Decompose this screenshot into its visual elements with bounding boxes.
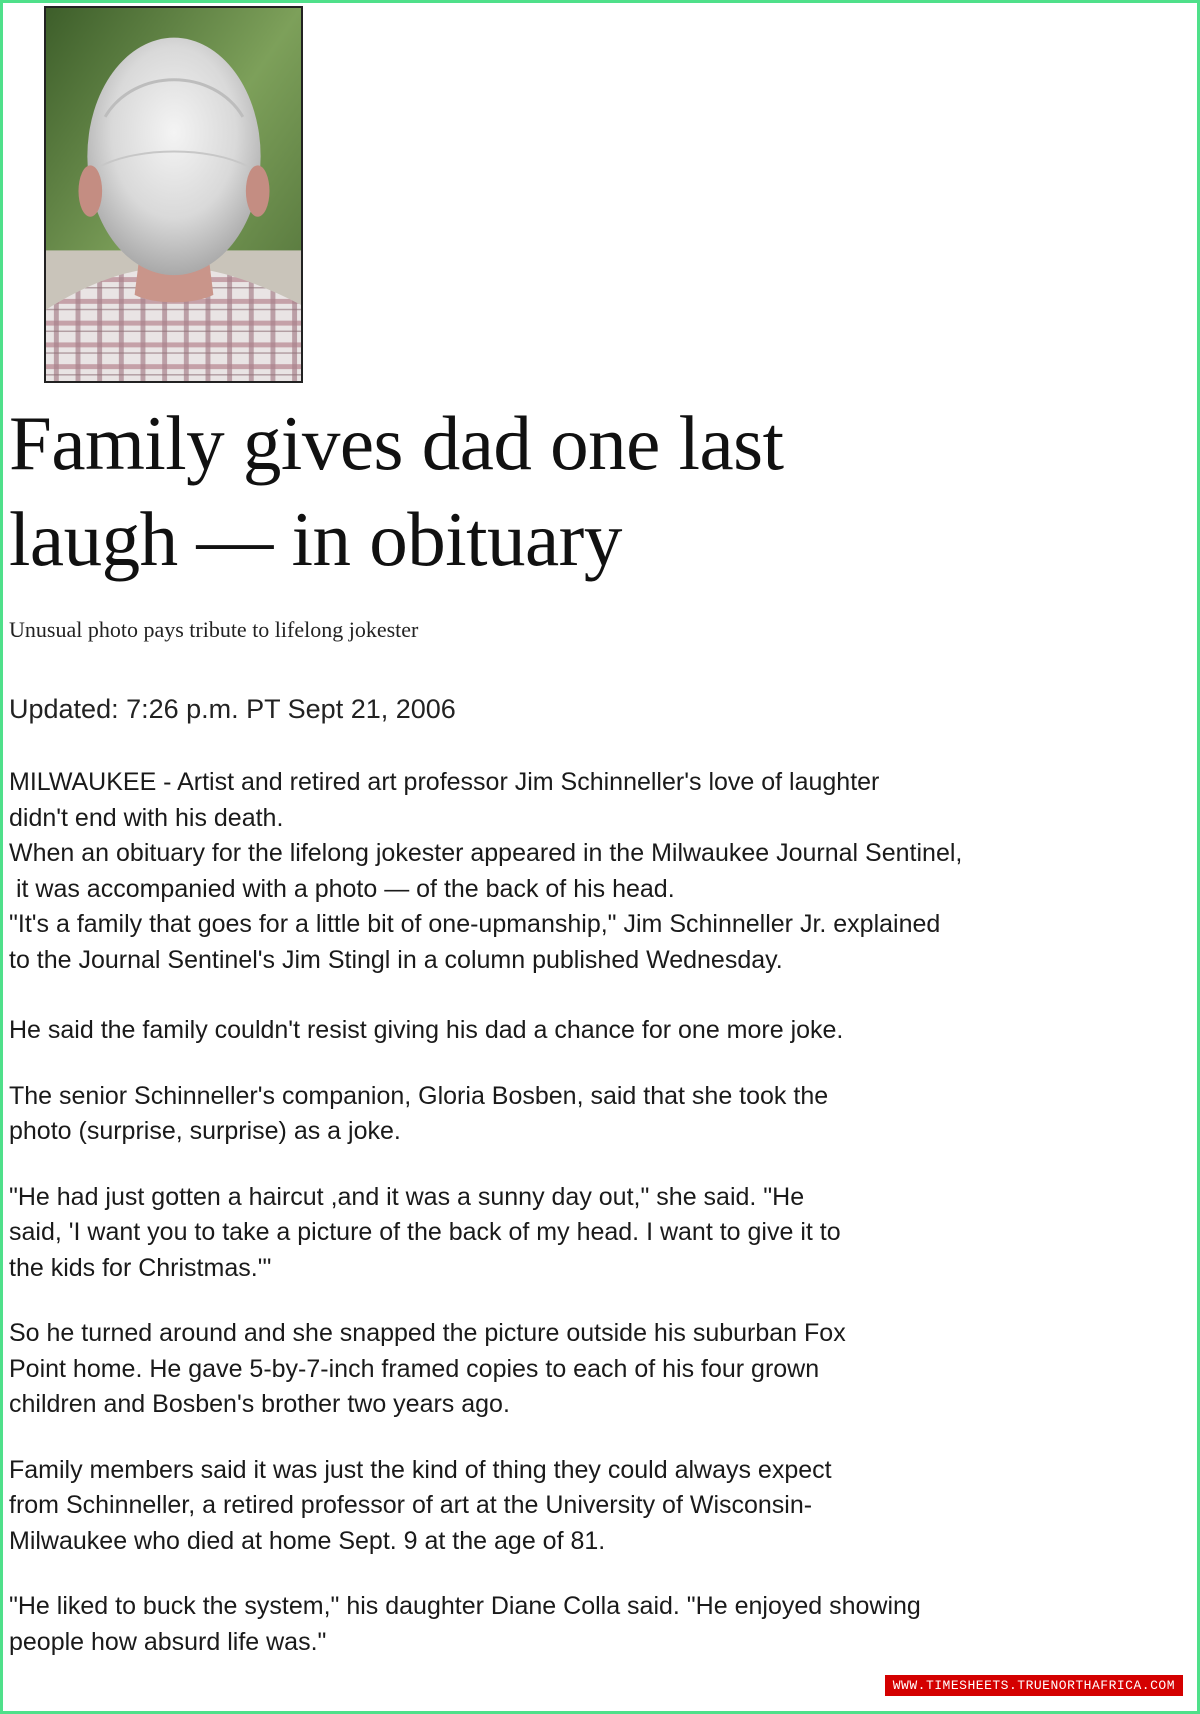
watermark-link[interactable]: WWW.TIMESHEETS.TRUENORTHAFRICA.COM bbox=[885, 1675, 1183, 1696]
body-line: Point home. He gave 5-by-7-inch framed copies to each of his four grown bbox=[9, 1354, 820, 1383]
body-line: said, 'I want you to take a picture of the back of my head. I want to give it to bbox=[9, 1218, 841, 1246]
body-line: MILWAUKEE - Artist and retired art professor Jim Schinneller's love of laughter bbox=[9, 768, 880, 796]
body-line: didn't end with his death. bbox=[9, 803, 284, 832]
body-line: children and Bosben's brother two years ago. bbox=[9, 1390, 510, 1418]
body-line: "He had just gotten a haircut ,and it was a sunny day out," she said. "He bbox=[9, 1182, 805, 1211]
body-line: from Schinneller, a retired professor of art at the University of Wisconsin- bbox=[9, 1491, 813, 1519]
paragraph bbox=[9, 1453, 1059, 1560]
article-headline bbox=[9, 395, 1009, 587]
body-line: When an obituary for the lifelong jokester appeared in the Milwaukee Journal Sentinel, bbox=[9, 839, 963, 867]
updated-timestamp: Updated: 7:26 p.m. PT Sept 21, 2006 bbox=[9, 694, 456, 724]
body-line: "It's a family that goes for a little bit of one-upmanship," Jim Schinneller Jr. explained bbox=[9, 910, 941, 938]
paragraph bbox=[9, 1589, 1059, 1660]
body-line: it was accompanied with a photo — of the back of his head. bbox=[9, 874, 675, 903]
obituary-photo-back-of-head bbox=[44, 6, 303, 383]
body-line: Milwaukee who died at home Sept. 9 at the age of 81. bbox=[9, 1526, 606, 1555]
paragraph bbox=[9, 765, 1059, 978]
headline-line-2: laugh — in obituary bbox=[9, 496, 622, 582]
paragraph bbox=[9, 1013, 1059, 1049]
body-line: So he turned around and she snapped the picture outside his suburban Fox bbox=[9, 1319, 846, 1347]
body-line: The senior Schinneller's companion, Gloria Bosben, said that she took the bbox=[9, 1081, 829, 1110]
body-line: people how absurd life was." bbox=[9, 1627, 327, 1656]
body-line: the kids for Christmas.'" bbox=[9, 1253, 272, 1282]
body-line: He said the family couldn't resist giving his dad a chance for one more joke. bbox=[9, 1016, 844, 1044]
paragraph bbox=[9, 1079, 1059, 1150]
article-subhead: Unusual photo pays tribute to lifelong jokester bbox=[9, 617, 419, 642]
body-line: "He liked to buck the system," his daughter Diane Colla said. "He enjoyed showing bbox=[9, 1592, 921, 1620]
headline-line-1: Family gives dad one last bbox=[9, 400, 784, 486]
paragraph bbox=[9, 1180, 1059, 1287]
body-line: Family members said it was just the kind of thing they could always expect bbox=[9, 1455, 832, 1484]
article-body bbox=[9, 765, 1059, 1690]
body-line: photo (surprise, surprise) as a joke. bbox=[9, 1117, 401, 1145]
body-line: to the Journal Sentinel's Jim Stingl in a column published Wednesday. bbox=[9, 945, 783, 974]
paragraph bbox=[9, 1316, 1059, 1423]
